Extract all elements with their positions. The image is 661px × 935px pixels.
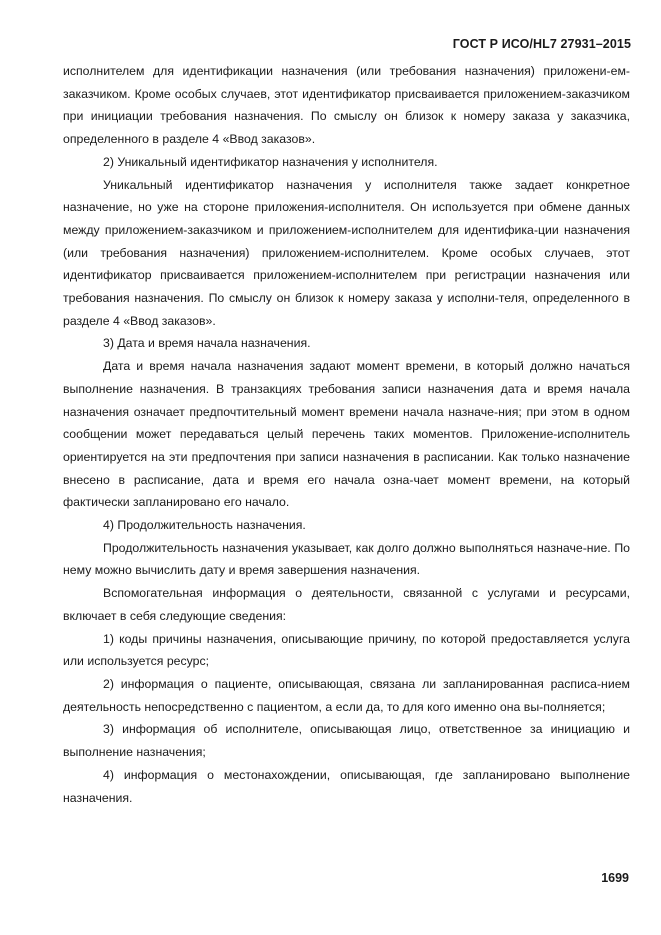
- list-item-heading: 4) Продолжительность назначения.: [103, 518, 306, 533]
- paragraph: Дата и время начала назначения задают момент времени, в который должно начаться выполнение назначения. В транзакциях требования записи назначения дата и время начала назначения означает предпочтительный момент времени начала назначе-ния; при этом в одном сообщении может передаваться целый перечень таких моментов. Приложение-исполнитель ориентируется на эти предпочтения при записи назначения в расписании. Как только назначение внесено в расписание, дата и время его начала озна-чает момент времени, на который фактически запланировано его начало.: [63, 359, 630, 510]
- paragraph: Продолжительность назначения указывает, как долго должно выполняться назначе-ние. По нему можно вычислить дату и время завершения назначения.: [63, 540, 630, 578]
- paragraph: Вспомогательная информация о деятельности, связанной с услугами и ресурсами, включает в себя следующие сведения:: [63, 586, 630, 623]
- body-text: [63, 60, 630, 809]
- page-number: 1699: [601, 871, 629, 885]
- document-header-id: ГОСТ Р ИСО/HL7 27931–2015: [452, 37, 631, 51]
- paragraph: Уникальный идентификатор назначения у исполнителя также задает конкретное назначение, но уже на стороне приложения-исполнителя. Он используется при обмене данных между приложением-заказчиком и приложением-исполнителем для идентифика-ции назначения (или требования назначения) приложением-исполнителем. Кроме особых случаев, этот идентификатор присваивается приложением-исполнителем при регистрации назначения или требования назначения. По смыслу он близок к номеру заказа у исполни-теля, определенного в разделе 4 «Ввод заказов».: [63, 177, 630, 328]
- list-item: 2) информация о пациенте, описывающая, связана ли запланированная расписа-нием деятельность непосредственно с пациентом, а если да, то для кого именно она вы-полняется;: [63, 676, 630, 714]
- list-item: 3) информация об исполнителе, описывающая лицо, ответственное за инициацию и выполнение назначения;: [63, 722, 630, 760]
- list-item-heading: 3) Дата и время начала назначения.: [103, 336, 311, 351]
- paragraph: исполнителем для идентификации назначения (или требования назначения) приложени-ем-заказчиком. Кроме особых случаев, этот идентификатор присваивается приложением-заказчиком при инициации требования назначения. По смыслу он близок к номеру заказа у заказчика, определенного в разделе 4 «Ввод заказов».: [63, 64, 630, 147]
- list-item: 1) коды причины назначения, описывающие причину, по которой предоставляется услуга или используется ресурс;: [63, 631, 630, 669]
- list-item-heading: 2) Уникальный идентификатор назначения у исполнителя.: [103, 154, 438, 169]
- list-item: 4) информация о местонахождении, описывающая, где запланировано выполнение назначения.: [63, 767, 630, 805]
